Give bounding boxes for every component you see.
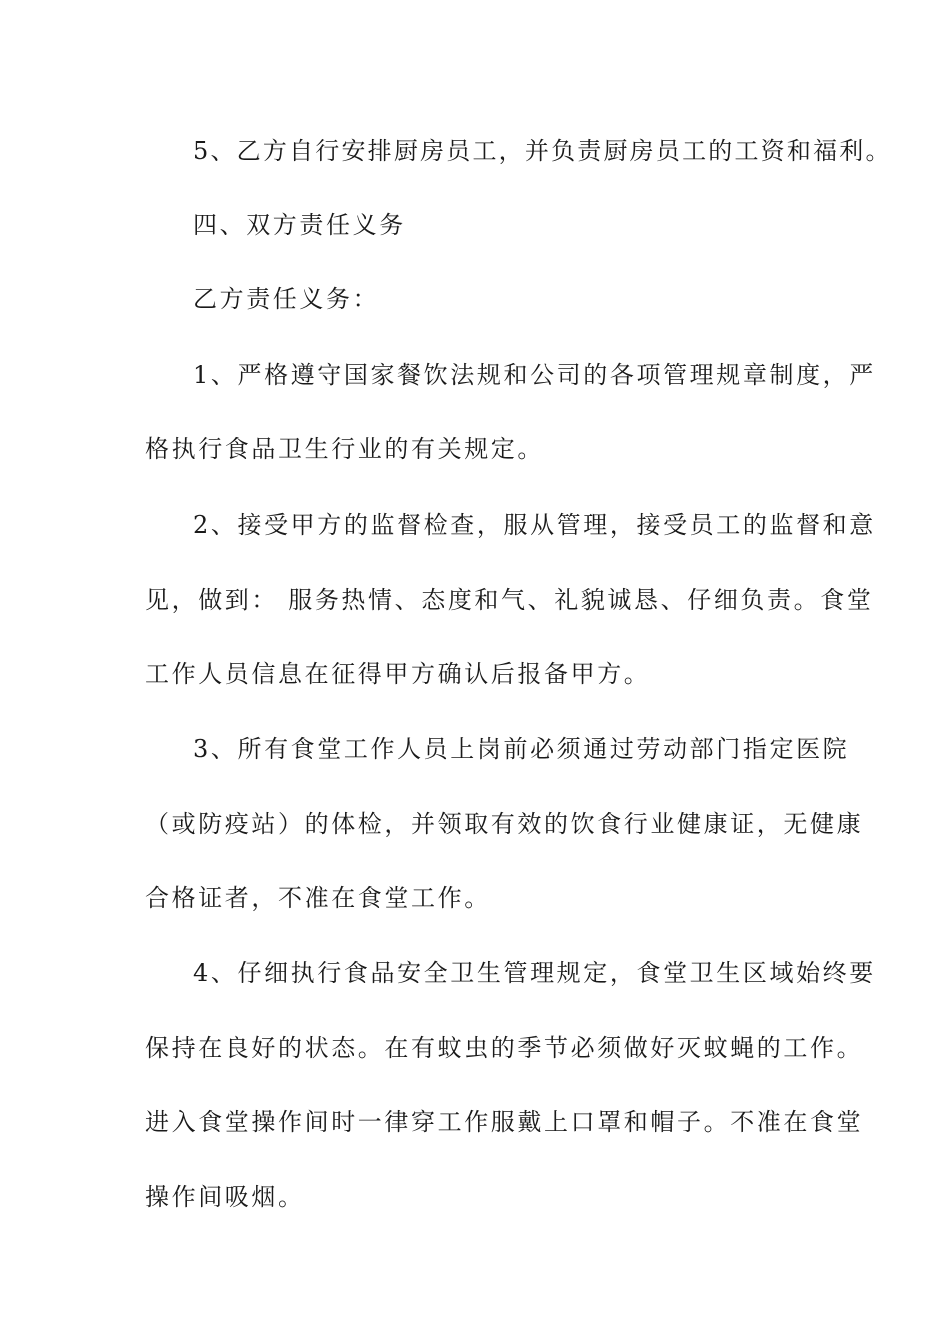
duty-2-line-3: 工作人员信息在征得甲方确认后报备甲方。 [145,660,651,688]
clause-5-text: 5、乙方自行安排厨房员工，并负责厨房员工的工资和福利。 [193,137,892,165]
duty-3-line-2: （或防疫站）的体检，并领取有效的饮食行业健康证，无健康 [145,810,864,838]
duty-1-line-1: 1、严格遵守国家餐饮法规和公司的各项管理规章制度，严 [193,361,876,389]
subsection-heading: 乙方责任义务： [193,285,380,313]
duty-4-line-2: 保持在良好的状态。在有蚊虫的季节必须做好灭蚊蝇的工作。 [145,1034,864,1062]
duty-3-line-3: 合格证者，不准在食堂工作。 [145,884,491,912]
duty-2-line-2: 见，做到： 服务热情、态度和气、礼貌诚恳、仔细负责。食堂 [145,586,874,614]
duty-1-line-2: 格执行食品卫生行业的有关规定。 [145,435,544,463]
duty-4-line-1: 4、仔细执行食品安全卫生管理规定，食堂卫生区域始终要 [193,959,876,987]
duty-4-line-4: 操作间吸烟。 [145,1183,305,1211]
section-heading: 四、双方责任义务 [193,211,406,239]
duty-4-line-3: 进入食堂操作间时一律穿工作服戴上口罩和帽子。不准在食堂 [145,1108,864,1136]
duty-3-line-1: 3、所有食堂工作人员上岗前必须通过劳动部门指定医院 [193,735,850,763]
duty-2-line-1: 2、接受甲方的监督检查，服从管理，接受员工的监督和意 [193,511,876,539]
